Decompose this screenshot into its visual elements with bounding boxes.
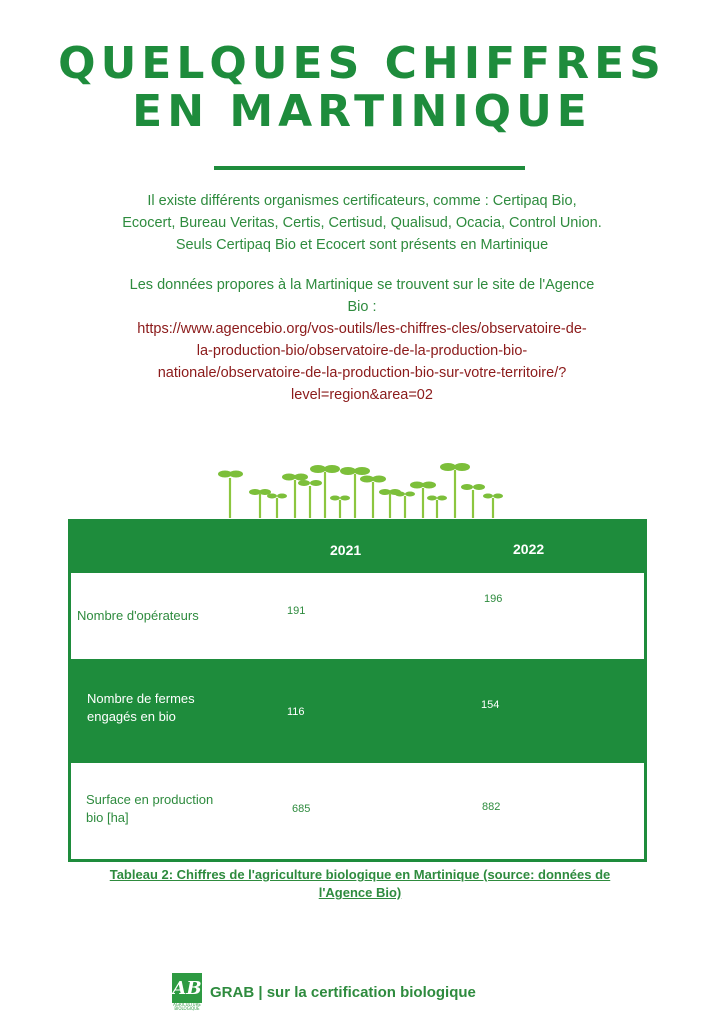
- table-row: [68, 659, 647, 761]
- title-divider: [214, 166, 525, 170]
- source-line: Les données propores à la Martinique se trouvent sur le site de l'Agence: [129, 277, 595, 293]
- logo-text: AB: [172, 977, 202, 999]
- table-caption: [60, 866, 660, 902]
- title-line-1: QUELQUES CHIFFRES: [58, 38, 666, 89]
- row-label: [87, 690, 195, 726]
- footer: [172, 972, 476, 1012]
- page-title: [0, 40, 724, 136]
- row-label-line: engagés en bio: [87, 709, 176, 724]
- url-line: la-production-bio/observatoire-de-la-production-bio-: [196, 343, 528, 359]
- table-row: [71, 573, 644, 659]
- url-line: nationale/observatoire-de-la-production-bio-sur-votre-territoire/?: [157, 365, 567, 381]
- caption-line: Tableau 2: Chiffres de l'agriculture biologique en Martinique (source: données de: [109, 867, 611, 882]
- cell-2021: 685: [292, 803, 311, 815]
- table-header-row: [68, 519, 647, 571]
- cell-2022: 154: [481, 699, 500, 711]
- source-url-link[interactable]: [60, 318, 664, 406]
- row-label-line: bio [ha]: [86, 810, 129, 825]
- data-table: [68, 519, 647, 862]
- intro-line: Il existe différents organismes certificateurs, comme : Certipaq Bio,: [147, 193, 577, 209]
- cell-2022: 196: [484, 593, 503, 605]
- intro-line: Seuls Certipaq Bio et Ecocert sont présents en Martinique: [175, 237, 549, 253]
- table-row: [71, 763, 644, 859]
- column-header-2021: 2021: [330, 542, 362, 558]
- cell-2022: 882: [482, 801, 501, 813]
- footer-text: GRAB | sur la certification biologique: [210, 983, 476, 1001]
- source-line: Bio :: [347, 299, 377, 315]
- logo-subtext: AGRICULTURE BIOLOGIQUE: [173, 1002, 201, 1011]
- row-label-line: Surface en production: [86, 792, 214, 807]
- row-label: [77, 607, 199, 625]
- row-label-line: Nombre de fermes: [87, 691, 195, 706]
- url-line: level=region&area=02: [291, 387, 433, 403]
- column-header-2022: 2022: [513, 541, 545, 557]
- url-line: https://www.agencebio.org/vos-outils/les-chiffres-cles/observatoire-de-: [137, 321, 587, 337]
- source-paragraph: [60, 274, 664, 406]
- cell-2021: 191: [287, 605, 306, 617]
- cell-2021: 116: [287, 706, 305, 718]
- caption-line: l'Agence Bio): [318, 885, 402, 900]
- title-line-2: EN MARTINIQUE: [132, 86, 592, 137]
- intro-line: Ecocert, Bureau Veritas, Certis, Certisud, Qualisud, Ocacia, Control Union.: [122, 215, 602, 231]
- intro-paragraph: [60, 190, 664, 256]
- sprouts-illustration: [215, 460, 510, 520]
- row-label-line: Nombre d'opérateurs: [77, 608, 199, 623]
- ab-logo-icon: [172, 973, 202, 1011]
- row-label: [86, 791, 213, 827]
